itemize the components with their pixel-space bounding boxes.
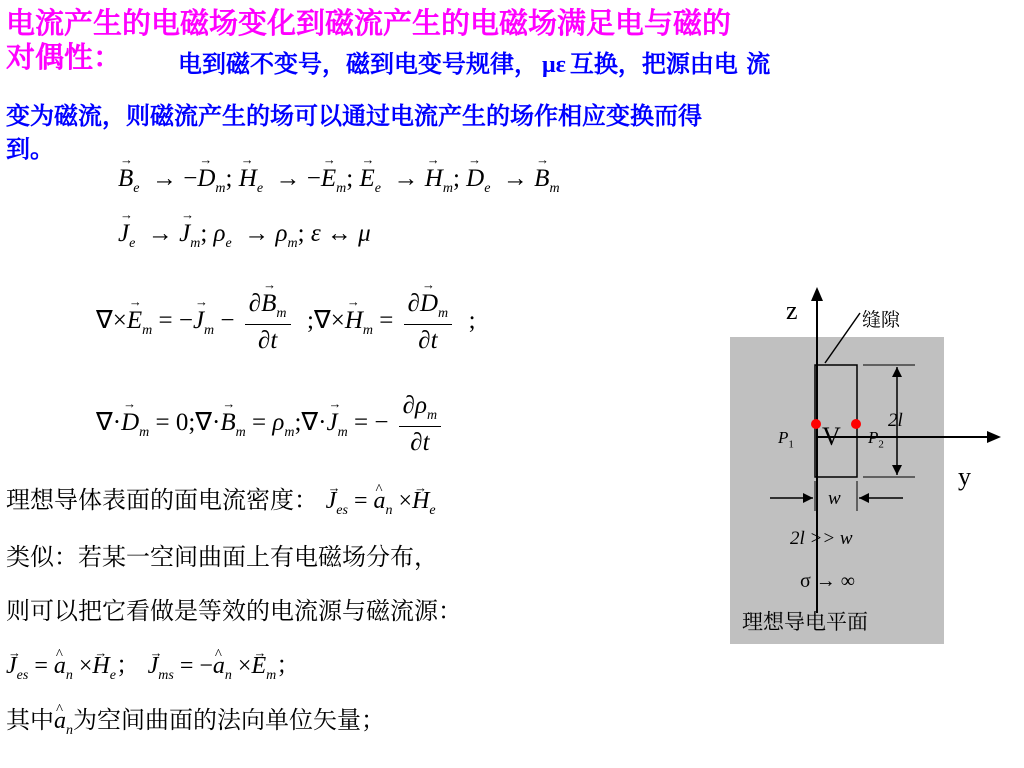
surface-current-formula: → $J_{es}$ = ^ $a_n \times\to H_e$ <box>326 488 436 514</box>
z-axis-label: z <box>786 296 798 325</box>
plane-label: 理想导电平面 <box>742 610 868 634</box>
intro-line-3: 变为磁流，则磁流产生的场可以通过电流产生的场作相应变换而得 <box>6 102 702 130</box>
maxwell-curl-equations: ∇×→ $E_m$ = −→ $J_m$ − $\frac{\partial\to B_m}{\partial t}$ ;∇×→ $H_m$ = $\frac{\partial\to D_m}{\partial t}$ ; <box>96 290 476 355</box>
intro-line-4: 到。 <box>6 135 54 163</box>
width-label: w <box>828 488 841 509</box>
intro-part2-start: 互换，把源由电 流 <box>569 50 771 78</box>
slot-diagram <box>725 283 1015 653</box>
z-arrow-icon <box>811 287 823 301</box>
surface-current-text: 理想导体表面的面电流密度： <box>6 486 318 514</box>
height-label: 2l <box>888 410 903 431</box>
normal-vector-symbol: ^ $a_n$ <box>54 708 73 734</box>
title-line-2: 对偶性： <box>6 40 123 74</box>
p1-dot <box>811 419 821 429</box>
duality-formula-2: → $J_e$ → → $J_m$; $\rho_e \to \rho_m$; ε ↔ μ <box>118 220 371 252</box>
voltage-label: V <box>822 422 841 451</box>
slot-leader-line <box>825 313 860 363</box>
equivalent-source-line: 则可以把它看做是等效的电流源与磁流源： <box>6 597 462 625</box>
condition-label: 2l >> w <box>790 528 853 549</box>
mu-eps-symbol: με <box>542 52 566 78</box>
slot-rect <box>815 365 857 477</box>
intro-first-line <box>178 48 1018 82</box>
y-axis-label: y <box>958 462 971 491</box>
p2-dot <box>851 419 861 429</box>
separator-1: ； <box>115 651 140 679</box>
normal-lead: 其中 <box>6 706 54 734</box>
p1-label: $P_1$ <box>778 428 794 451</box>
intro-continuation <box>6 100 1016 166</box>
normal-vector-line <box>6 705 385 746</box>
p2-label: $P_2$ <box>868 428 884 451</box>
slot-label: 缝隙 <box>862 309 901 331</box>
similar-line: 类似：若某一空间曲面上有电磁场分布， <box>6 543 438 571</box>
sigma-label: σ → ∞ <box>800 570 856 592</box>
y-arrow-icon <box>987 431 1001 443</box>
normal-tail: 为空间曲面的法向单位矢量； <box>73 706 385 734</box>
title-line-1: 电流产生的电磁场变化到磁流产生的电磁场满足电与磁的 <box>6 6 732 40</box>
surface-current-line <box>6 485 436 526</box>
equivalent-source-formula: → $J_{es}$ = ^ $a_n \times\to H_e$； → $J_{ms}$ = −^ $a_n \times\to E_m$； <box>6 650 300 691</box>
separator-2: ； <box>276 651 301 679</box>
duality-formula-1: → $B_e$ → −→ $D_m$; → $H_e$ → −→ $E_m$; → $E_e$ → → $H_m$; → $D_e$ → → $B_m$ <box>118 165 560 197</box>
intro-part1: 电到磁不变号，磁到电变号规律， <box>178 50 538 78</box>
maxwell-div-equations: ∇·→ $D_m$ = 0;∇·→ $B_m$ = $\rho_m;\nabla\cdot\to J_m$ = − $\frac{\partial\rho_m}{\partial t}$ <box>96 392 445 457</box>
